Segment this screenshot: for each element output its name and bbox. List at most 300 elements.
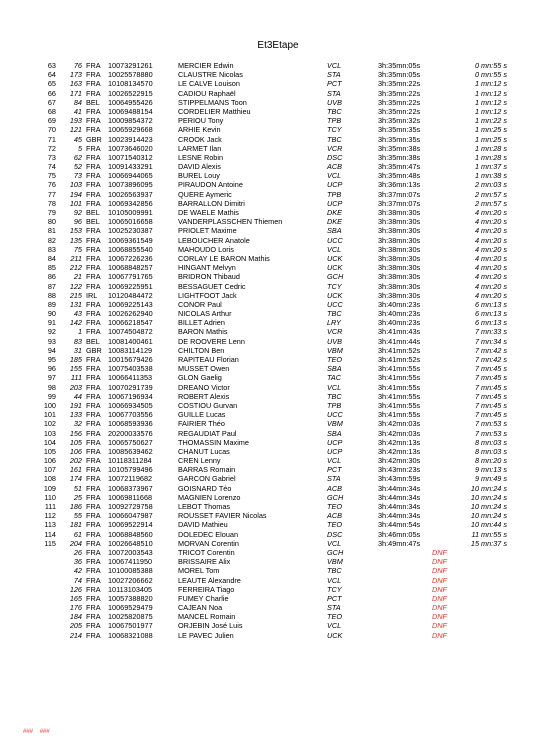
time-cell: 3h:41mn:52s xyxy=(378,345,421,355)
bib-cell: 31 xyxy=(73,345,82,355)
rider-name-cell: GUILLE Lucas xyxy=(178,410,226,420)
rank-cell: 112 xyxy=(44,511,56,521)
rider-name-cell: BARRALLON Dimitri xyxy=(178,198,245,208)
time-cell: 3h:37mn:07s xyxy=(378,189,421,199)
team-code-cell: SBA xyxy=(327,364,342,374)
time-cell: 3h:35mn:22s xyxy=(378,79,421,89)
gap-cell: 10 mn:24 s xyxy=(470,502,507,511)
team-code-cell: UCK xyxy=(327,263,343,273)
rider-name-cell: REGAUDIAT Paul xyxy=(178,428,237,438)
time-cell: 3h:40mn:23s xyxy=(378,318,421,328)
table-row xyxy=(0,566,556,575)
gap-cell: 4 mn:20 s xyxy=(474,253,507,263)
team-code-cell: VCR xyxy=(327,143,343,153)
bib-cell: 41 xyxy=(73,106,82,116)
table-row xyxy=(0,355,556,364)
rider-name-cell: BARON Mathis xyxy=(178,327,228,337)
uci-id-cell: 10105799496 xyxy=(108,465,153,475)
nationality-cell: GBR xyxy=(86,345,102,355)
nationality-cell: FRA xyxy=(86,253,101,263)
time-cell: 3h:40mn:23s xyxy=(378,299,421,309)
rider-name-cell: ROBERT Alexis xyxy=(178,391,230,401)
table-row xyxy=(0,456,556,465)
time-cell: 3h:36mn:13s xyxy=(378,180,421,190)
nationality-cell: FRA xyxy=(86,437,101,447)
gap-cell: 1 mn:28 s xyxy=(474,143,507,153)
gap-cell: 4 mn:20 s xyxy=(474,263,507,273)
team-code-cell: DSC xyxy=(327,152,343,162)
bib-cell: 174 xyxy=(69,474,82,484)
bib-cell: 75 xyxy=(73,244,82,254)
nationality-cell: FRA xyxy=(86,428,101,438)
nationality-cell: FRA xyxy=(86,364,101,374)
time-cell: 3h:38mn:30s xyxy=(378,281,421,291)
rank-cell: 104 xyxy=(43,437,56,447)
time-cell: 3h:35mn:48s xyxy=(378,171,421,181)
rank-cell: 84 xyxy=(47,253,56,263)
team-code-cell: VCL xyxy=(327,61,342,70)
gap-cell: DNF xyxy=(432,621,447,631)
uci-id-cell: 10066218547 xyxy=(108,318,153,328)
bib-cell: 105 xyxy=(69,437,82,447)
rider-name-cell: QUERE Aymeric xyxy=(178,189,232,199)
team-code-cell: DKE xyxy=(327,208,343,217)
rider-name-cell: FUMEY Charlie xyxy=(178,593,229,603)
uci-id-cell: 10072119682 xyxy=(108,474,153,484)
rider-name-cell: MORVAN Corentin xyxy=(178,538,239,548)
gap-cell: 4 mn:20 s xyxy=(474,290,507,300)
uci-id-cell: 10073291261 xyxy=(108,61,153,70)
bib-cell: 142 xyxy=(69,318,82,328)
time-cell: 3h:38mn:30s xyxy=(378,226,421,236)
bib-cell: 21 xyxy=(73,272,82,282)
gap-cell: 7 mn:45 s xyxy=(474,391,507,401)
uci-id-cell: 10026522915 xyxy=(108,88,153,98)
table-row xyxy=(0,327,556,336)
rider-name-cell: LEBOUCHER Anatole xyxy=(178,235,250,245)
table-row xyxy=(0,373,556,382)
team-code-cell: TEO xyxy=(327,355,342,364)
rider-name-cell: PRIOLET Maxime xyxy=(178,226,237,236)
rank-cell: 73 xyxy=(47,152,56,162)
gap-cell: 2 mn:57 s xyxy=(474,198,507,208)
rank-cell: 70 xyxy=(47,125,56,135)
table-row xyxy=(0,226,556,235)
time-cell: 3h:38mn:30s xyxy=(378,244,421,254)
rider-name-cell: CHANUT Lucas xyxy=(178,446,230,456)
gap-cell: 8 mn:03 s xyxy=(474,446,507,456)
time-cell: 3h:44mn:54s xyxy=(378,520,421,530)
time-cell: 3h:35mn:35s xyxy=(378,125,421,135)
team-code-cell: VCL xyxy=(327,456,342,466)
uci-id-cell: 10025230387 xyxy=(108,226,153,236)
table-row xyxy=(0,61,556,70)
rider-name-cell: DE WAELE Mathis xyxy=(178,208,239,217)
rank-cell: 74 xyxy=(47,162,56,172)
rider-name-cell: LIGHTFOOT Jack xyxy=(178,290,237,300)
rank-cell: 107 xyxy=(43,465,56,475)
gap-cell: 8 mn:03 s xyxy=(474,437,507,447)
nationality-cell: FRA xyxy=(86,162,101,172)
table-row xyxy=(0,612,556,621)
team-code-cell: UCC xyxy=(327,299,343,309)
gap-cell: 10 mn:24 s xyxy=(470,483,507,493)
rider-name-cell: FERREIRA Tiago xyxy=(178,584,235,594)
rider-name-cell: MAGNIEN Lorenzo xyxy=(178,492,241,502)
time-cell: 3h:43mn:23s xyxy=(378,465,421,475)
bib-cell: 135 xyxy=(69,235,82,245)
bib-cell: 191 xyxy=(69,400,82,410)
bib-cell: 193 xyxy=(69,116,82,126)
uci-id-cell: 10069225143 xyxy=(108,299,153,309)
table-row xyxy=(0,493,556,502)
team-code-cell: VCL xyxy=(327,575,342,585)
uci-id-cell: 10066411353 xyxy=(108,373,153,383)
time-cell: 3h:41mn:52s xyxy=(378,355,421,364)
bib-cell: 211 xyxy=(70,253,82,263)
uci-id-cell: 10015679426 xyxy=(108,355,153,364)
table-row xyxy=(0,318,556,327)
rank-cell: 114 xyxy=(44,529,56,539)
gap-cell: 1 mn:12 s xyxy=(474,97,507,107)
bib-cell: 156 xyxy=(69,428,82,438)
bib-cell: 1 xyxy=(77,327,82,337)
table-row xyxy=(0,135,556,144)
rider-name-cell: CLAUSTRE Nicolas xyxy=(178,70,243,80)
team-code-cell: GCH xyxy=(327,272,344,282)
rank-cell: 72 xyxy=(47,143,56,153)
team-code-cell: PCT xyxy=(327,465,342,475)
table-row xyxy=(0,429,556,438)
uci-id-cell: 10092729758 xyxy=(108,502,153,511)
gap-cell: 4 mn:20 s xyxy=(474,272,507,282)
time-cell: 3h:37mn:07s xyxy=(378,198,421,208)
rider-name-cell: STIPPELMANS Toon xyxy=(178,97,247,107)
uci-id-cell: 10027206662 xyxy=(108,575,153,585)
rank-cell: 103 xyxy=(43,428,56,438)
bib-cell: 194 xyxy=(69,189,82,199)
nationality-cell: FRA xyxy=(86,483,101,493)
team-code-cell: GCH xyxy=(327,492,344,502)
uci-id-cell: 10065929668 xyxy=(108,125,153,135)
uci-id-cell: 10066934505 xyxy=(108,400,153,410)
time-cell: 3h:35mn:32s xyxy=(378,116,421,126)
bib-cell: 155 xyxy=(69,364,82,374)
uci-id-cell: 10026648510 xyxy=(108,538,153,548)
time-cell: 3h:35mn:38s xyxy=(378,143,421,153)
gap-cell: 6 mn:13 s xyxy=(474,318,507,328)
gap-cell: 4 mn:20 s xyxy=(474,244,507,254)
team-code-cell: VBM xyxy=(327,557,343,567)
gap-cell: 7 mn:42 s xyxy=(474,345,507,355)
nationality-cell: FRA xyxy=(86,465,101,475)
table-row xyxy=(0,300,556,309)
rank-cell: 82 xyxy=(47,235,56,245)
table-row xyxy=(0,502,556,511)
nationality-cell: FRA xyxy=(86,502,101,511)
bib-cell: 126 xyxy=(69,584,82,594)
rider-name-cell: MERCIER Edwin xyxy=(178,61,234,70)
gap-cell: 7 mn:33 s xyxy=(474,327,507,337)
bib-cell: 202 xyxy=(69,456,82,466)
uci-id-cell: 10100085388 xyxy=(108,566,153,576)
nationality-cell: FRA xyxy=(86,143,101,153)
footer-mark: ### xyxy=(39,729,50,735)
table-row xyxy=(0,594,556,603)
page-title: Et3Etape xyxy=(257,40,299,51)
nationality-cell: FRA xyxy=(86,61,101,70)
time-cell: 3h:41mn:44s xyxy=(378,336,421,346)
rank-cell: 101 xyxy=(43,410,56,420)
team-code-cell: ACB xyxy=(327,511,343,521)
uci-id-cell: 10118311284 xyxy=(108,456,152,466)
uci-id-cell: 10108134570 xyxy=(108,79,153,89)
rank-cell: 97 xyxy=(47,373,56,383)
team-code-cell: TCY xyxy=(327,281,342,291)
table-row xyxy=(0,576,556,585)
team-code-cell: VCL xyxy=(327,382,342,392)
rider-name-cell: VANDERPLASSCHEN Thiemen xyxy=(178,217,283,227)
bib-cell: 212 xyxy=(69,263,82,273)
team-code-cell: ACB xyxy=(327,483,343,493)
gap-cell: 10 mn:24 s xyxy=(470,492,507,502)
rank-cell: 108 xyxy=(43,474,56,484)
team-code-cell: VBM xyxy=(327,419,343,429)
time-cell: 3h:44mn:34s xyxy=(378,492,421,502)
bib-cell: 122 xyxy=(69,281,82,291)
nationality-cell: FRA xyxy=(86,446,101,456)
rider-name-cell: PIRAUDON Antoine xyxy=(178,180,243,190)
rank-cell: 87 xyxy=(47,281,56,291)
team-code-cell: UCP xyxy=(327,446,343,456)
nationality-cell: FRA xyxy=(86,116,101,126)
bib-cell: 173 xyxy=(69,70,82,80)
nationality-cell: BEL xyxy=(86,217,100,227)
nationality-cell: FRA xyxy=(86,327,101,337)
uci-id-cell: 10073646020 xyxy=(108,143,153,153)
time-cell: 3h:44mn:34s xyxy=(378,483,421,493)
table-row xyxy=(0,180,556,189)
time-cell: 3h:38mn:30s xyxy=(378,235,421,245)
rider-name-cell: BRIDRON Thibaud xyxy=(178,272,240,282)
bib-cell: 204 xyxy=(69,538,82,548)
rank-cell: 76 xyxy=(47,180,56,190)
nationality-cell: BEL xyxy=(86,336,100,346)
team-code-cell: VCL xyxy=(327,244,342,254)
team-code-cell: UCP xyxy=(327,180,343,190)
team-code-cell: TBC xyxy=(327,134,342,144)
gap-cell: 4 mn:20 s xyxy=(474,217,507,227)
uci-id-cell: 10068593936 xyxy=(108,419,153,429)
nationality-cell: FRA xyxy=(86,125,101,135)
uci-id-cell: 10026262940 xyxy=(108,309,153,319)
rank-cell: 88 xyxy=(47,290,56,300)
rider-name-cell: CADIOU Raphaël xyxy=(178,88,236,98)
rider-name-cell: BESSAGUET Cedric xyxy=(178,281,246,291)
gap-cell: 7 mn:53 s xyxy=(474,428,507,438)
rider-name-cell: LE CALVE Louison xyxy=(178,79,240,89)
table-row xyxy=(0,511,556,520)
team-code-cell: PCT xyxy=(327,593,342,603)
gap-cell: 10 mn:24 s xyxy=(470,511,507,521)
team-code-cell: UCP xyxy=(327,198,343,208)
table-row xyxy=(0,419,556,428)
nationality-cell: FRA xyxy=(86,355,101,364)
rider-name-cell: GOISNARD Téo xyxy=(178,483,232,493)
bib-cell: 215 xyxy=(69,290,82,300)
bib-cell: 43 xyxy=(73,309,82,319)
team-code-cell: UVB xyxy=(327,336,343,346)
uci-id-cell: 10068373967 xyxy=(108,483,153,493)
table-row xyxy=(0,272,556,281)
gap-cell: 4 mn:20 s xyxy=(474,235,507,245)
nationality-cell: FRA xyxy=(86,171,101,181)
table-row xyxy=(0,447,556,456)
rank-cell: 85 xyxy=(47,263,56,273)
rank-cell: 115 xyxy=(44,538,56,548)
time-cell: 3h:44mn:34s xyxy=(378,502,421,511)
table-row xyxy=(0,236,556,245)
table-row xyxy=(0,89,556,98)
uci-id-cell: 10071540312 xyxy=(108,152,153,162)
gap-cell: 4 mn:20 s xyxy=(474,208,507,217)
team-code-cell: TPB xyxy=(327,400,342,410)
time-cell: 3h:38mn:30s xyxy=(378,263,421,273)
rider-name-cell: CREN Lenny xyxy=(178,456,221,466)
gap-cell: 0 mn:55 s xyxy=(474,70,507,80)
nationality-cell: FRA xyxy=(86,309,101,319)
gap-cell: 1 mn:37 s xyxy=(474,162,507,172)
time-cell: 3h:41mn:55s xyxy=(378,400,421,410)
table-row xyxy=(0,153,556,162)
table-row xyxy=(0,621,556,630)
team-code-cell: ACB xyxy=(327,162,343,172)
nationality-cell: FRA xyxy=(86,492,101,502)
nationality-cell: FRA xyxy=(86,382,101,392)
gap-cell: 1 mn:25 s xyxy=(474,134,507,144)
footer-mark: ### xyxy=(23,729,34,735)
table-row xyxy=(0,245,556,254)
time-cell: 3h:49mn:47s xyxy=(378,538,421,548)
nationality-cell: FRA xyxy=(86,419,101,429)
rank-cell: 102 xyxy=(43,419,56,429)
table-row xyxy=(0,254,556,263)
bib-cell: 111 xyxy=(70,373,82,383)
bib-cell: 92 xyxy=(73,208,82,217)
rider-name-cell: CORDELIER Matthieu xyxy=(178,106,251,116)
rank-cell: 78 xyxy=(47,198,56,208)
uci-id-cell: 10057388820 xyxy=(108,593,153,603)
nationality-cell: FRA xyxy=(86,630,101,640)
rider-name-cell: ARHIE Kevin xyxy=(178,125,221,135)
nationality-cell: FRA xyxy=(86,391,101,401)
uci-id-cell: 10067196934 xyxy=(108,391,153,401)
team-code-cell: VCR xyxy=(327,327,343,337)
bib-cell: 84 xyxy=(73,97,82,107)
team-code-cell: UCC xyxy=(327,410,343,420)
table-row xyxy=(0,70,556,79)
team-code-cell: UCK xyxy=(327,630,343,640)
table-row xyxy=(0,364,556,373)
nationality-cell: FRA xyxy=(86,79,101,89)
time-cell: 3h:42mn:03s xyxy=(378,419,421,429)
rank-cell: 83 xyxy=(47,244,56,254)
time-cell: 3h:46mn:05s xyxy=(378,529,421,539)
team-code-cell: TCY xyxy=(327,584,342,594)
rank-cell: 94 xyxy=(47,345,56,355)
table-row xyxy=(0,520,556,529)
uci-id-cell: 10070291739 xyxy=(108,382,153,392)
gap-cell: DNF xyxy=(432,603,447,613)
gap-cell: 1 mn:22 s xyxy=(474,116,507,126)
rider-name-cell: CONOR Paul xyxy=(178,299,222,309)
team-code-cell: TBC xyxy=(327,391,342,401)
time-cell: 3h:44mn:34s xyxy=(378,511,421,521)
rider-name-cell: BRISSAIRE Alix xyxy=(178,557,231,567)
uci-id-cell: 10113103405 xyxy=(108,584,153,594)
nationality-cell: GBR xyxy=(86,134,102,144)
team-code-cell: UVB xyxy=(327,97,343,107)
uci-id-cell: 10025820875 xyxy=(108,612,153,622)
rank-cell: 71 xyxy=(47,134,56,144)
uci-id-cell: 10069361549 xyxy=(108,235,153,245)
nationality-cell: FRA xyxy=(86,70,101,80)
rank-cell: 79 xyxy=(47,208,56,217)
results-table xyxy=(0,61,556,640)
nationality-cell: FRA xyxy=(86,400,101,410)
bib-cell: 176 xyxy=(69,603,82,613)
table-row xyxy=(0,309,556,318)
nationality-cell: FRA xyxy=(86,88,101,98)
team-code-cell: TEO xyxy=(327,502,342,511)
team-code-cell: STA xyxy=(327,474,341,484)
team-code-cell: VCL xyxy=(327,171,342,181)
rider-name-cell: GLON Gaelig xyxy=(178,373,222,383)
time-cell: 3h:41mn:55s xyxy=(378,382,421,392)
nationality-cell: FRA xyxy=(86,557,101,567)
time-cell: 3h:42mn:13s xyxy=(378,446,421,456)
gap-cell: 1 mn:12 s xyxy=(474,79,507,89)
rank-cell: 77 xyxy=(47,189,56,199)
rider-name-cell: GARCON Gabriel xyxy=(178,474,236,484)
team-code-cell: SBA xyxy=(327,428,342,438)
gap-cell: 1 mn:28 s xyxy=(474,152,507,162)
table-row xyxy=(0,116,556,125)
table-row xyxy=(0,107,556,116)
uci-id-cell: 10009854372 xyxy=(108,116,153,126)
bib-cell: 163 xyxy=(69,79,82,89)
nationality-cell: FRA xyxy=(86,106,101,116)
nationality-cell: FRA xyxy=(86,189,101,199)
bib-cell: 185 xyxy=(69,355,82,364)
uci-id-cell: 10067791765 xyxy=(108,272,153,282)
rank-cell: 67 xyxy=(47,97,56,107)
time-cell: 3h:42mn:30s xyxy=(378,456,421,466)
gap-cell: DNF xyxy=(432,566,447,576)
time-cell: 3h:35mn:05s xyxy=(378,61,421,70)
nationality-cell: FRA xyxy=(86,272,101,282)
uci-id-cell: 10023914423 xyxy=(108,134,153,144)
rank-cell: 106 xyxy=(43,456,56,466)
rider-name-cell: TRICOT Corentin xyxy=(178,547,235,557)
bib-cell: 25 xyxy=(73,492,82,502)
uci-id-cell: 10064955426 xyxy=(108,97,153,107)
table-row xyxy=(0,208,556,217)
gap-cell: 9 mn:49 s xyxy=(474,474,507,484)
rider-name-cell: LEBOT Thomas xyxy=(178,502,231,511)
uci-id-cell: 10069225951 xyxy=(108,281,153,291)
rank-cell: 111 xyxy=(44,502,56,511)
